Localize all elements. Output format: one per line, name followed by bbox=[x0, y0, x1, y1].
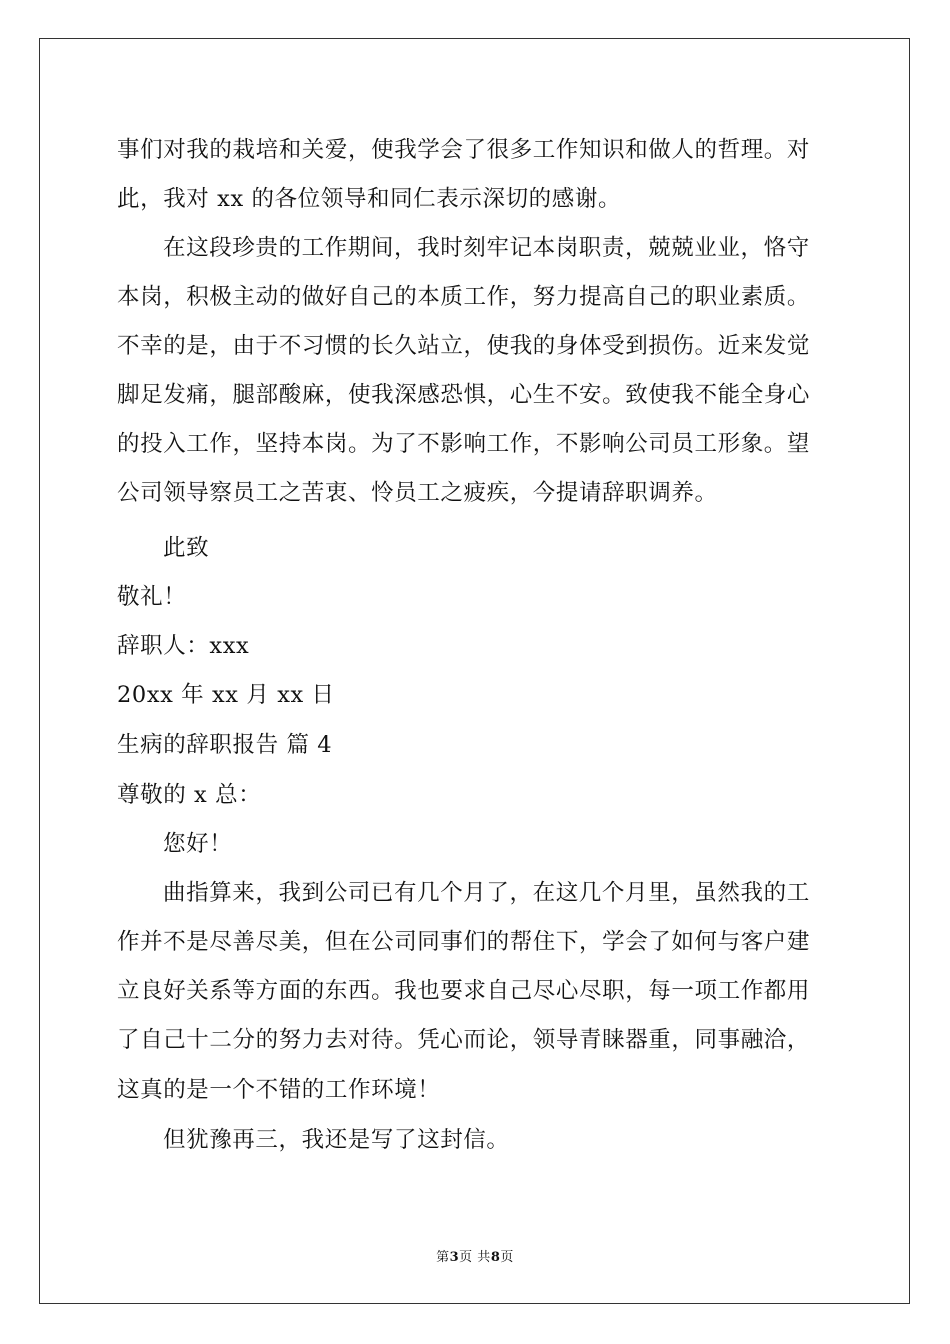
paragraph-line: 不幸的是，由于不习惯的长久站立，使我的身体受到损伤。近来发觉 bbox=[117, 333, 811, 359]
paragraph-line: 脚足发痛，腿部酸麻，使我深感恐惧，心生不安。致使我不能全身心 bbox=[117, 382, 811, 408]
paragraph-line: 了自己十二分的努力去对待。凭心而论，领导青睐器重，同事融洽， bbox=[117, 1027, 811, 1053]
paragraph-line: 作并不是尽善尽美，但在公司同事们的帮住下，学会了如何与客户建 bbox=[117, 929, 811, 955]
paragraph-line: 事们对我的栽培和关爱，使我学会了很多工作知识和做人的哲理。对 bbox=[117, 137, 811, 163]
footer-suffix: 页 bbox=[500, 1250, 514, 1265]
paragraph-line: 公司领导察员工之苦衷、怜员工之疲疾，今提请辞职调养。 bbox=[117, 480, 718, 506]
footer-current-page: 3 bbox=[449, 1250, 460, 1265]
date-line: 20xx 年 xx 月 xx 日 bbox=[117, 682, 335, 708]
footer-mid: 页 共 bbox=[459, 1250, 491, 1265]
closing-regards: 敬礼！ bbox=[117, 584, 187, 610]
paragraph-line: 这真的是一个不错的工作环境！ bbox=[117, 1077, 441, 1103]
signature-line: 辞职人：xxx bbox=[117, 633, 250, 659]
greeting-line: 您好！ bbox=[163, 831, 233, 857]
footer-total-pages: 8 bbox=[490, 1250, 501, 1265]
paragraph-line: 但犹豫再三，我还是写了这封信。 bbox=[163, 1127, 510, 1153]
page-border bbox=[39, 38, 910, 1304]
paragraph-line: 此，我对 xx 的各位领导和同仁表示深切的感谢。 bbox=[117, 186, 622, 212]
paragraph-line: 在这段珍贵的工作期间，我时刻牢记本岗职责，兢兢业业，恪守 bbox=[163, 235, 810, 261]
addressee-line: 尊敬的 x 总： bbox=[117, 782, 262, 808]
paragraph-line: 的投入工作，坚持本岗。为了不影响工作，不影响公司员工形象。望 bbox=[117, 431, 811, 457]
paragraph-line: 本岗，积极主动的做好自己的本质工作，努力提高自己的职业素质。 bbox=[117, 284, 811, 310]
paragraph-line: 曲指算来，我到公司已有几个月了，在这几个月里，虽然我的工 bbox=[163, 880, 810, 906]
closing-salutation: 此致 bbox=[163, 535, 210, 561]
section-title: 生病的辞职报告 篇 4 bbox=[117, 732, 333, 758]
page-footer bbox=[0, 1246, 950, 1265]
paragraph-line: 立良好关系等方面的东西。我也要求自己尽心尽职，每一项工作都用 bbox=[117, 978, 811, 1004]
footer-prefix: 第 bbox=[436, 1250, 450, 1265]
